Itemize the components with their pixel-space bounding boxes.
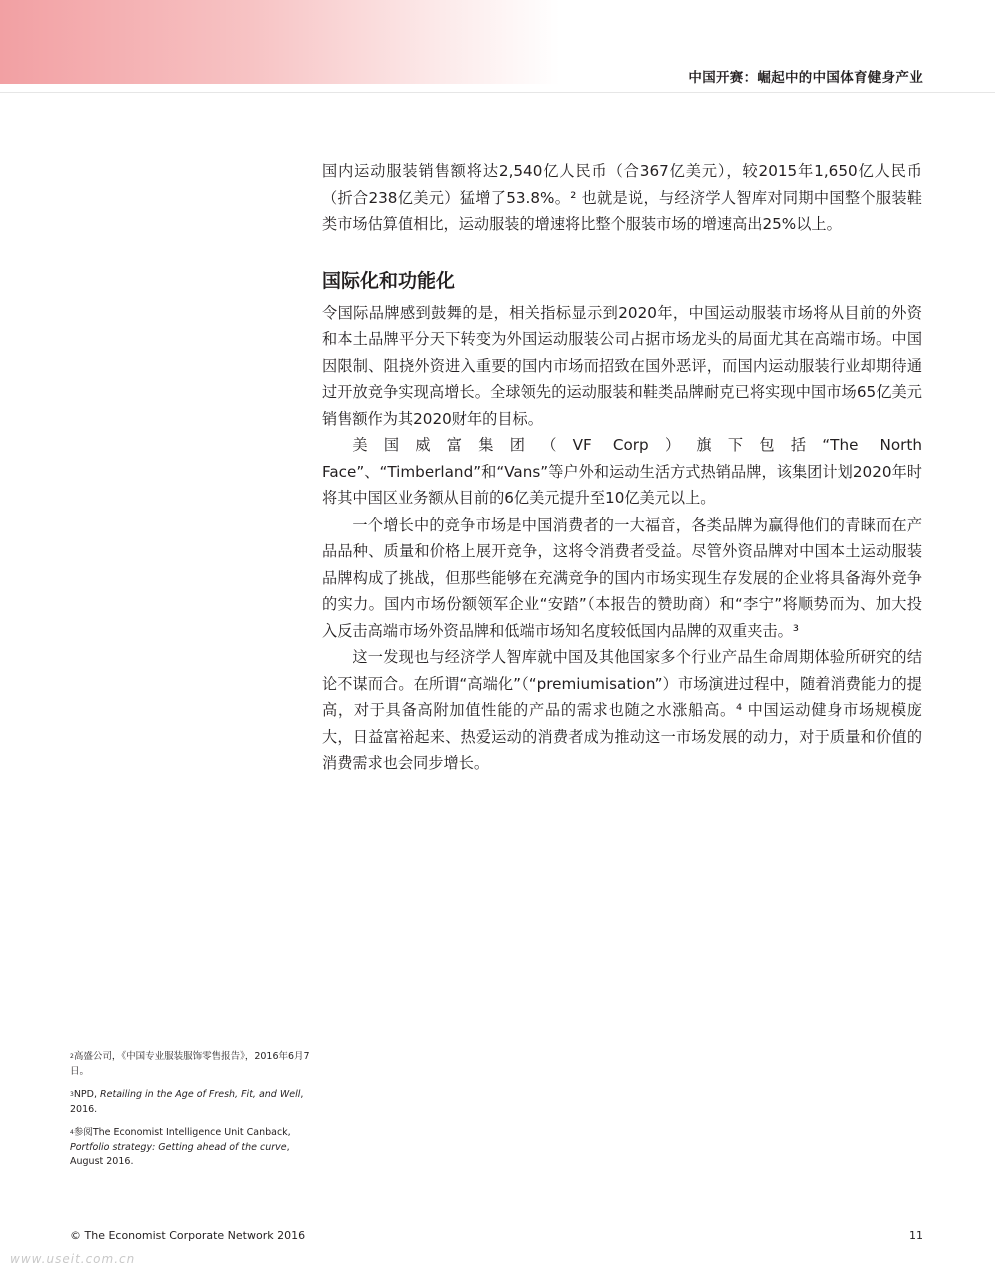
main-body	[322, 158, 922, 777]
footnote-text: NPD,	[73, 1089, 101, 1100]
footnote-text-after: , 2016.	[70, 1089, 304, 1115]
footnote-text-after: , August 2016.	[70, 1141, 290, 1167]
section-heading: 国际化和功能化	[322, 269, 456, 292]
footnote-marker: 4	[70, 1129, 74, 1136]
header-accent-gradient	[0, 0, 560, 84]
footnote-text: 参阅The Economist Intelligence Unit Canback,	[73, 1127, 291, 1138]
intro-paragraph: 国内运动服装销售额将达2,540亿人民币（合367亿美元），较2015年1,650亿人民币（折合238亿美元）猛增了53.8%。² 也就是说，与经济学人智库对同期中国整个服装鞋类市场估算值相比，运动服装的增速将比整个服装市场的增速高出25%以上。	[322, 162, 922, 233]
body-paragraph-1: 令国际品牌感到鼓舞的是，相关指标显示到2020年，中国运动服装市场将从目前的外资和本土品牌平分天下转变为外国运动服装公司占据市场龙头的局面尤其在高端市场。中国因限制、阻挠外资进入重要的国内市场而招致在国外恶评，而国内运动服装行业却期待通过开放竞争实现高增长。全球领先的运动服装和鞋类品牌耐克已将实现中国市场65亿美元销售额作为其2020财年的目标。	[322, 303, 922, 428]
footnote-text: 高盛公司，《中国专业服装服饰零售报告》，2016年6月7日。	[70, 1051, 310, 1077]
footnote-title: Retailing in the Age of Fresh, Fit, and Well	[100, 1089, 301, 1100]
page-number: 11	[909, 1229, 923, 1242]
body-paragraph-3: 一个增长中的竞争市场是中国消费者的一大福音，各类品牌为赢得他们的青睐而在产品品种、质量和价格上展开竞争，这将令消费者受益。尽管外资品牌对中国本土运动服装品牌构成了挑战，但那些能够在充满竞争的国内市场实现生存发展的企业将具备海外竞争的实力。国内市场份额领军企业“安踏”（本报告的赞助商）和“李宁”将顺势而为、加大投入反击高端市场外资品牌和低端市场知名度较低国内品牌的双重夹击。³	[322, 515, 922, 640]
body-paragraph-2: 美国威富集团（VF Corp）旗下包括“The North Face”、“Timberland”和“Vans”等户外和运动生活方式热销品牌，该集团计划2020年时将其中国区业务额从目前的6亿美元提升至10亿美元以上。	[322, 436, 922, 507]
header-divider	[0, 92, 995, 93]
footnote-3	[70, 1088, 310, 1117]
watermark-text: www.useit.com.cn	[10, 1252, 136, 1266]
footnote-marker: 3	[70, 1091, 74, 1098]
copyright-notice: © The Economist Corporate Network 2016	[70, 1229, 306, 1242]
footnote-marker: 2	[70, 1053, 74, 1060]
footnotes	[70, 1050, 310, 1179]
body-paragraph-4: 这一发现也与经济学人智库就中国及其他国家多个行业产品生命周期体验所研究的结论不谋而合。在所谓“高端化”（“premiumisation”）市场演进过程中，随着消费能力的提高，对于具备高附加值性能的产品的需求也随之水涨船高。⁴ 中国运动健身市场规模庞大，日益富裕起来、热爱运动的消费者成为推动这一市场发展的动力，对于质量和价值的消费需求也会同步增长。	[322, 648, 922, 772]
footnote-title: Portfolio strategy: Getting ahead of the curve	[70, 1141, 287, 1153]
footnote-4	[70, 1126, 310, 1170]
report-running-title: 中国开赛：崛起中的中国体育健身产业	[688, 70, 923, 86]
footnote-2	[70, 1050, 310, 1079]
